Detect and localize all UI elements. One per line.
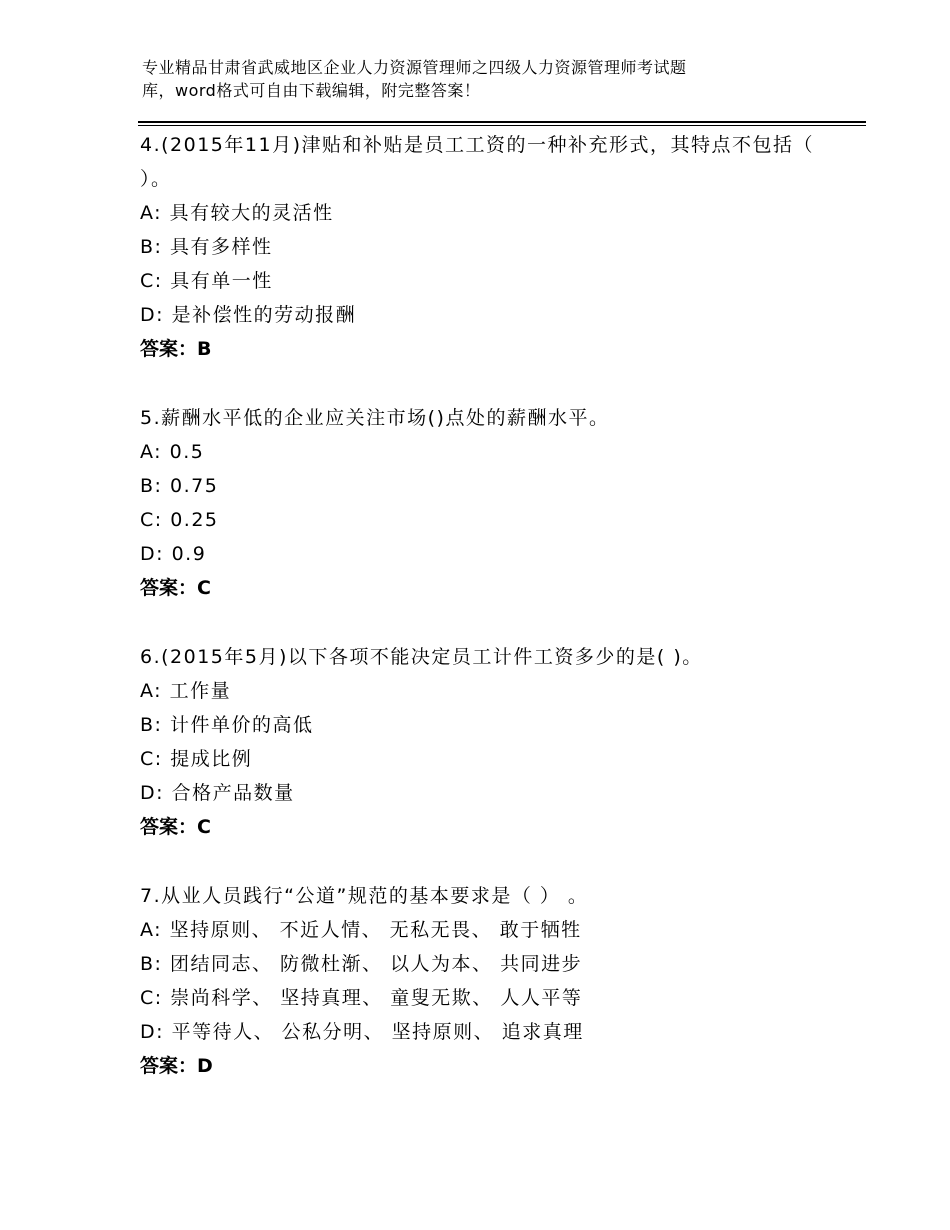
question-stem: 4.(2015年11月)津贴和补贴是员工工资的一种补充形式，其特点不包括（ ）。 xyxy=(140,134,814,190)
option-b: B: 团结同志、 防微杜渐、 以人为本、 共同进步 xyxy=(140,953,583,975)
answer-label: 答案：C xyxy=(140,577,211,599)
question-stem: 5.薪酬水平低的企业应关注市场()点处的薪酬水平。 xyxy=(140,407,610,429)
option-a: A: 具有较大的灵活性 xyxy=(140,202,334,224)
header-divider-thin xyxy=(138,125,866,126)
header-divider-thick xyxy=(138,121,866,123)
option-b: B: 具有多样性 xyxy=(140,236,273,258)
question-list xyxy=(140,128,820,1118)
question-7 xyxy=(140,879,820,1083)
option-d: D: 是补偿性的劳动报酬 xyxy=(140,304,357,326)
question-5 xyxy=(140,401,820,605)
option-b: B: 计件单价的高低 xyxy=(140,714,314,736)
header-title-line-2: 库，word格式可自由下载编辑，附完整答案！ xyxy=(142,81,481,100)
option-b: B: 0.75 xyxy=(140,475,219,497)
option-a: A: 工作量 xyxy=(140,680,232,702)
document-header xyxy=(142,56,862,102)
header-divider xyxy=(138,121,866,126)
header-title-line-1: 专业精品甘肃省武威地区企业人力资源管理师之四级人力资源管理师考试题 xyxy=(142,58,687,77)
option-a: A: 坚持原则、 不近人情、 无私无畏、 敢于牺牲 xyxy=(140,919,582,941)
option-d: D: 合格产品数量 xyxy=(140,782,295,804)
question-stem: 6.(2015年5月)以下各项不能决定员工计件工资多少的是( )。 xyxy=(140,646,703,668)
question-6 xyxy=(140,640,820,844)
answer-label: 答案：D xyxy=(140,1055,213,1077)
answer-label: 答案：C xyxy=(140,816,211,838)
option-d: D: 0.9 xyxy=(140,543,207,565)
question-4 xyxy=(140,128,820,366)
option-c: C: 提成比例 xyxy=(140,748,253,770)
question-stem: 7.从业人员践行“公道”规范的基本要求是（ ） 。 xyxy=(140,885,589,907)
answer-label: 答案：B xyxy=(140,338,212,360)
option-d: D: 平等待人、 公私分明、 坚持原则、 追求真理 xyxy=(140,1021,584,1043)
option-c: C: 具有单一性 xyxy=(140,270,273,292)
option-c: C: 崇尚科学、 坚持真理、 童叟无欺、 人人平等 xyxy=(140,987,583,1009)
option-c: C: 0.25 xyxy=(140,509,219,531)
option-a: A: 0.5 xyxy=(140,441,205,463)
